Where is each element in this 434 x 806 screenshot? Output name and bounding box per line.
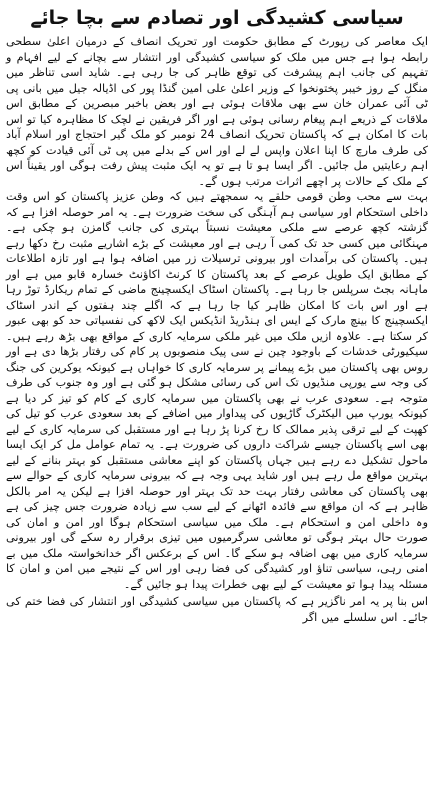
editorial-paragraph-2: بہت سے محب وطن قومی حلقے یہ سمجھتے ہیں کہ وطن عزیز پاکستان کو اس وقت داخلی استحکام اور سیاسی ہم آہنگی کی سخت ضرورت ہے۔ یہ امر حوصلہ افزا ہے کہ گزشتہ کچھ عرصے سے ملکی معیشت نسبتاً بہتری کی جانب گامزن ہو چکی ہے۔ مہنگائی میں کسی حد تک کمی آ رہی ہے اور معیشت کے بڑے اشاریے مثبت رخ دکھا رہے ہیں۔ پاکستان کی برآمدات اور بیرونی ترسیلات زر میں اضافہ ہوا ہے اور تازہ اطلاعات کے مطابق ایک طویل عرصے کے بعد پاکستان کا کرنٹ اکاؤنٹ خسارہ قابو میں ہے اور ماہانہ بجٹ سرپلس جا رہا ہے۔ پاکستان اسٹاک ایکسچینج ماضی کے تمام ریکارڈ توڑ رہا ہے اور اس بات کا امکان ظاہر کیا جا رہا ہے کہ اگلے چند ہفتوں کے اندر اسٹاک ایکسچینج کا بینچ مارک کے ایس ای ہنڈریڈ انڈیکس ایک لاکھ کی نفسیاتی حد کو بھی عبور کر سکتا ہے۔ علاوہ ازیں ملک میں غیر ملکی سرمایہ کاری کے مواقع بھی بڑھ رہے ہیں۔ سیکیورٹی خدشات کے باوجود چین نے سی پیک منصوبوں پر کام کی رفتار بڑھا دی ہے اور روس بھی پاکستان میں بڑے پیمانے پر سرمایہ کاری کا خواہاں ہے کیونکہ یوکرین کی جنگ کی وجہ سے یورپی منڈیوں تک اس کی رسائی مشکل ہو گئی ہے اور وہ جنوب کی طرف متوجہ ہے۔ سعودی عرب نے بھی پاکستان میں سرمایہ کاری کے کام کو تیز کر دیا ہے کیونکہ یورپ میں الیکٹرک گاڑیوں کی پیداوار میں اضافے کے بعد سعودی عرب کو تیل کی کھپت کے لیے ترقی پذیر ممالک کا رخ کرنا پڑ رہا ہے اور مستقبل کی سرمایہ کاری کے لیے بھی اسے پاکستان جیسے شراکت داروں کی ضرورت ہے۔ یہ تمام عوامل مل کر ایک ایسا ماحول تشکیل دے رہے ہیں جہاں پاکستان کو اپنے معاشی مستقبل کو بہتر بنانے کے لیے بہترین مواقع مل رہے ہیں اور شاید یہی وجہ ہے کہ بیرونی سرمایہ کاری کے حوالے سے بھی پاکستان کی معاشی رفتار بہت حد تک بہتر اور حوصلہ افزا ہے لیکن یہ امر بالکل ظاہر ہے کہ ان مواقع سے فائدہ اٹھانے کے لیے سب سے زیادہ ضرورت جس چیز کی ہے وہ داخلی امن و استحکام ہے۔ ملک میں سیاسی استحکام ہوگا اور امن و امان کی صورت حال بہتر ہوگی تو معاشی سرگرمیوں میں تیزی برقرار رہ سکے گی اور بیرونی سرمایہ کاری میں بھی اضافہ ہو سکے گا۔ اس کے برعکس اگر خدانخواستہ ملک میں بے امنی رہی، سیاسی تناؤ اور کشیدگی کی فضا رہی اور اس کے نتیجے میں امن و امان کا مسئلہ پیدا ہوا تو معیشت کے لیے بھی خطرات پیدا ہو جائیں گے۔ xyxy=(6,190,428,591)
editorial-paragraph-3: اس بنا پر یہ امر ناگزیر ہے کہ پاکستان میں سیاسی کشیدگی اور انتشار کی فضا ختم کی جائے۔ اس سلسلے میں اگر xyxy=(6,595,428,624)
editorial-headline: سیاسی کشیدگی اور تصادم سے بچا جائے xyxy=(30,7,404,29)
editorial-paragraph-1: ایک معاصر کی رپورٹ کے مطابق حکومت اور تحریک انصاف کے درمیان اعلیٰ سطحی رابطہ ہوا ہے جس میں ملک کو سیاسی کشیدگی اور انتشار سے بچانے کے لیے افہام و تفہیم کی جانب اہم پیشرفت کی توقع ظاہر کی جا رہی ہے۔ شاید اسی تناظر میں منگل کے روز خیبر پختونخوا کے وزیر اعلیٰ علی امین گنڈا پور کی اڈیالہ جیل میں بانی پی ٹی آئی عمران خان سے بھی ملاقات ہوئی ہے اور بعض باخبر مبصرین کے مطابق اس ملاقات کے ذریعے اہم پیغام رسانی ہوئی ہے اور اگر فریقین نے لچک کا مظاہرہ کیا تو اس بات کا امکان ہے کہ پاکستان تحریک انصاف 24 نومبر کو ملک گیر احتجاج اور اسلام آباد کی طرف مارچ کا اپنا اعلان واپس لے لے اور اس کے بدلے میں پی ٹی آئی قیادت کو کچھ اہم رعایتیں مل جائیں۔ اگر ایسا ہو تا ہے تو یہ ایک مثبت پیش رفت ہوگی اور یقیناً اس کے ملک کے حالات پر اچھے اثرات مرتب ہوں گے۔ xyxy=(6,35,428,188)
